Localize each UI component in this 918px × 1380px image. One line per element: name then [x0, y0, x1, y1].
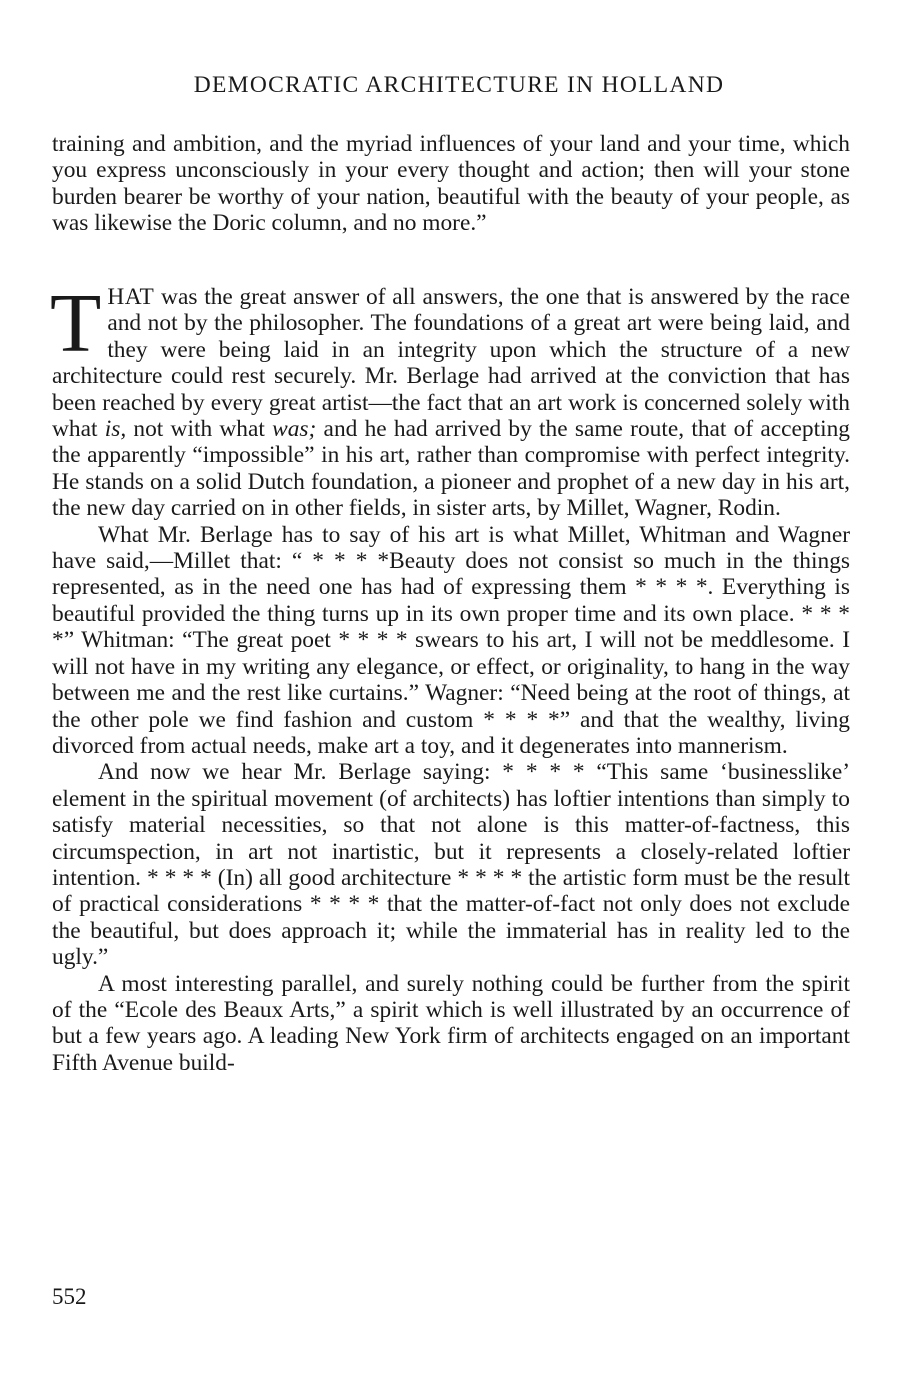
text-run: was the great answer of all answers, the one that is answered by the race and not by the philosopher. The foundations of a great art were being laid, and they were being laid in an integrity upon which the structure of a new architecture could rest securely. Mr. Berlage had arrived at the conviction that has been reached by every great artist—the fact that an art work is concerned solely with what — [52, 284, 850, 443]
text-run: not with what — [126, 416, 273, 443]
paragraph-berlage-quote: And now we hear Mr. Berlage saying: * * * * “This same ‘businesslike’ element in the spiritual movement (of architects) has loftier intentions than simply to satisfy material necessities, so that not alone is this matter-of-factness, this circumspection, in art not inartistic, but it represents a closely-related loftier intention. * * * * (In) all good architecture * * * * the artistic form must be the result of practical considerations * * * * that the matter-of-fact not only does not exclude the beautiful, but does approach it; while the immaterial has in reality led to the ugly.” — [52, 759, 850, 971]
text-run: and he had arrived by the same route, that of accepting the apparently “impossible” in his art, rather than compromise with perfect integrity. He stands on a solid Dutch foundation, a pioneer and prophet of a new day in his art, the new day carried on in other fields, in sister arts, by Millet, Wagner, Rodin. — [52, 416, 850, 522]
page-number: 552 — [52, 1284, 87, 1309]
emphasis-is: is, — [104, 416, 127, 443]
body-text-block — [50, 277, 850, 1076]
running-head: DEMOCRATIC ARCHITECTURE IN HOLLAND — [193, 72, 725, 98]
emphasis-was: was; — [272, 416, 317, 443]
paragraph-quote-end: training and ambition, and the myriad influences of your land and your time, which you express unconsciously in your every thought and action; then will your stone burden bearer be worthy of your nation, beautiful with the beauty of your people, as was likewise the Doric column, and no more.” — [52, 131, 850, 237]
paragraph-millet-whitman-wagner: What Mr. Berlage has to say of his art is what Millet, Whitman and Wagner have said,—Millet that: “ * * * *Beauty does not consist so much in the things represented, as in the need one has had of expressing them * * * *. Everything is beautiful provided the thing turns up in its own proper time and its own place. * * * *” Whitman: “The great poet * * * * swears to his art, I will not be meddlesome. I will not have in my writing any elegance, or effect, or originality, to hang in the way between me and the rest like curtains.” Wagner: “Need being at the root of things, at the other pole we find fashion and custom * * * *” and that the wealthy, living divorced from actual needs, make art a toy, and it degenerates into mannerism. — [52, 521, 850, 759]
small-caps-opening: HAT — [107, 284, 155, 310]
paragraph-dropcap — [50, 277, 850, 522]
quote-continuation-block — [52, 131, 850, 237]
paragraph-parallel: A most interesting parallel, and surely nothing could be further from the spirit of the “Ecole des Beaux Arts,” a spirit which is well illustrated by an occurrence of but a few years ago. A leading New York firm of architects engaged on an important Fifth Avenue build- — [52, 970, 850, 1076]
drop-cap: T — [50, 277, 102, 370]
